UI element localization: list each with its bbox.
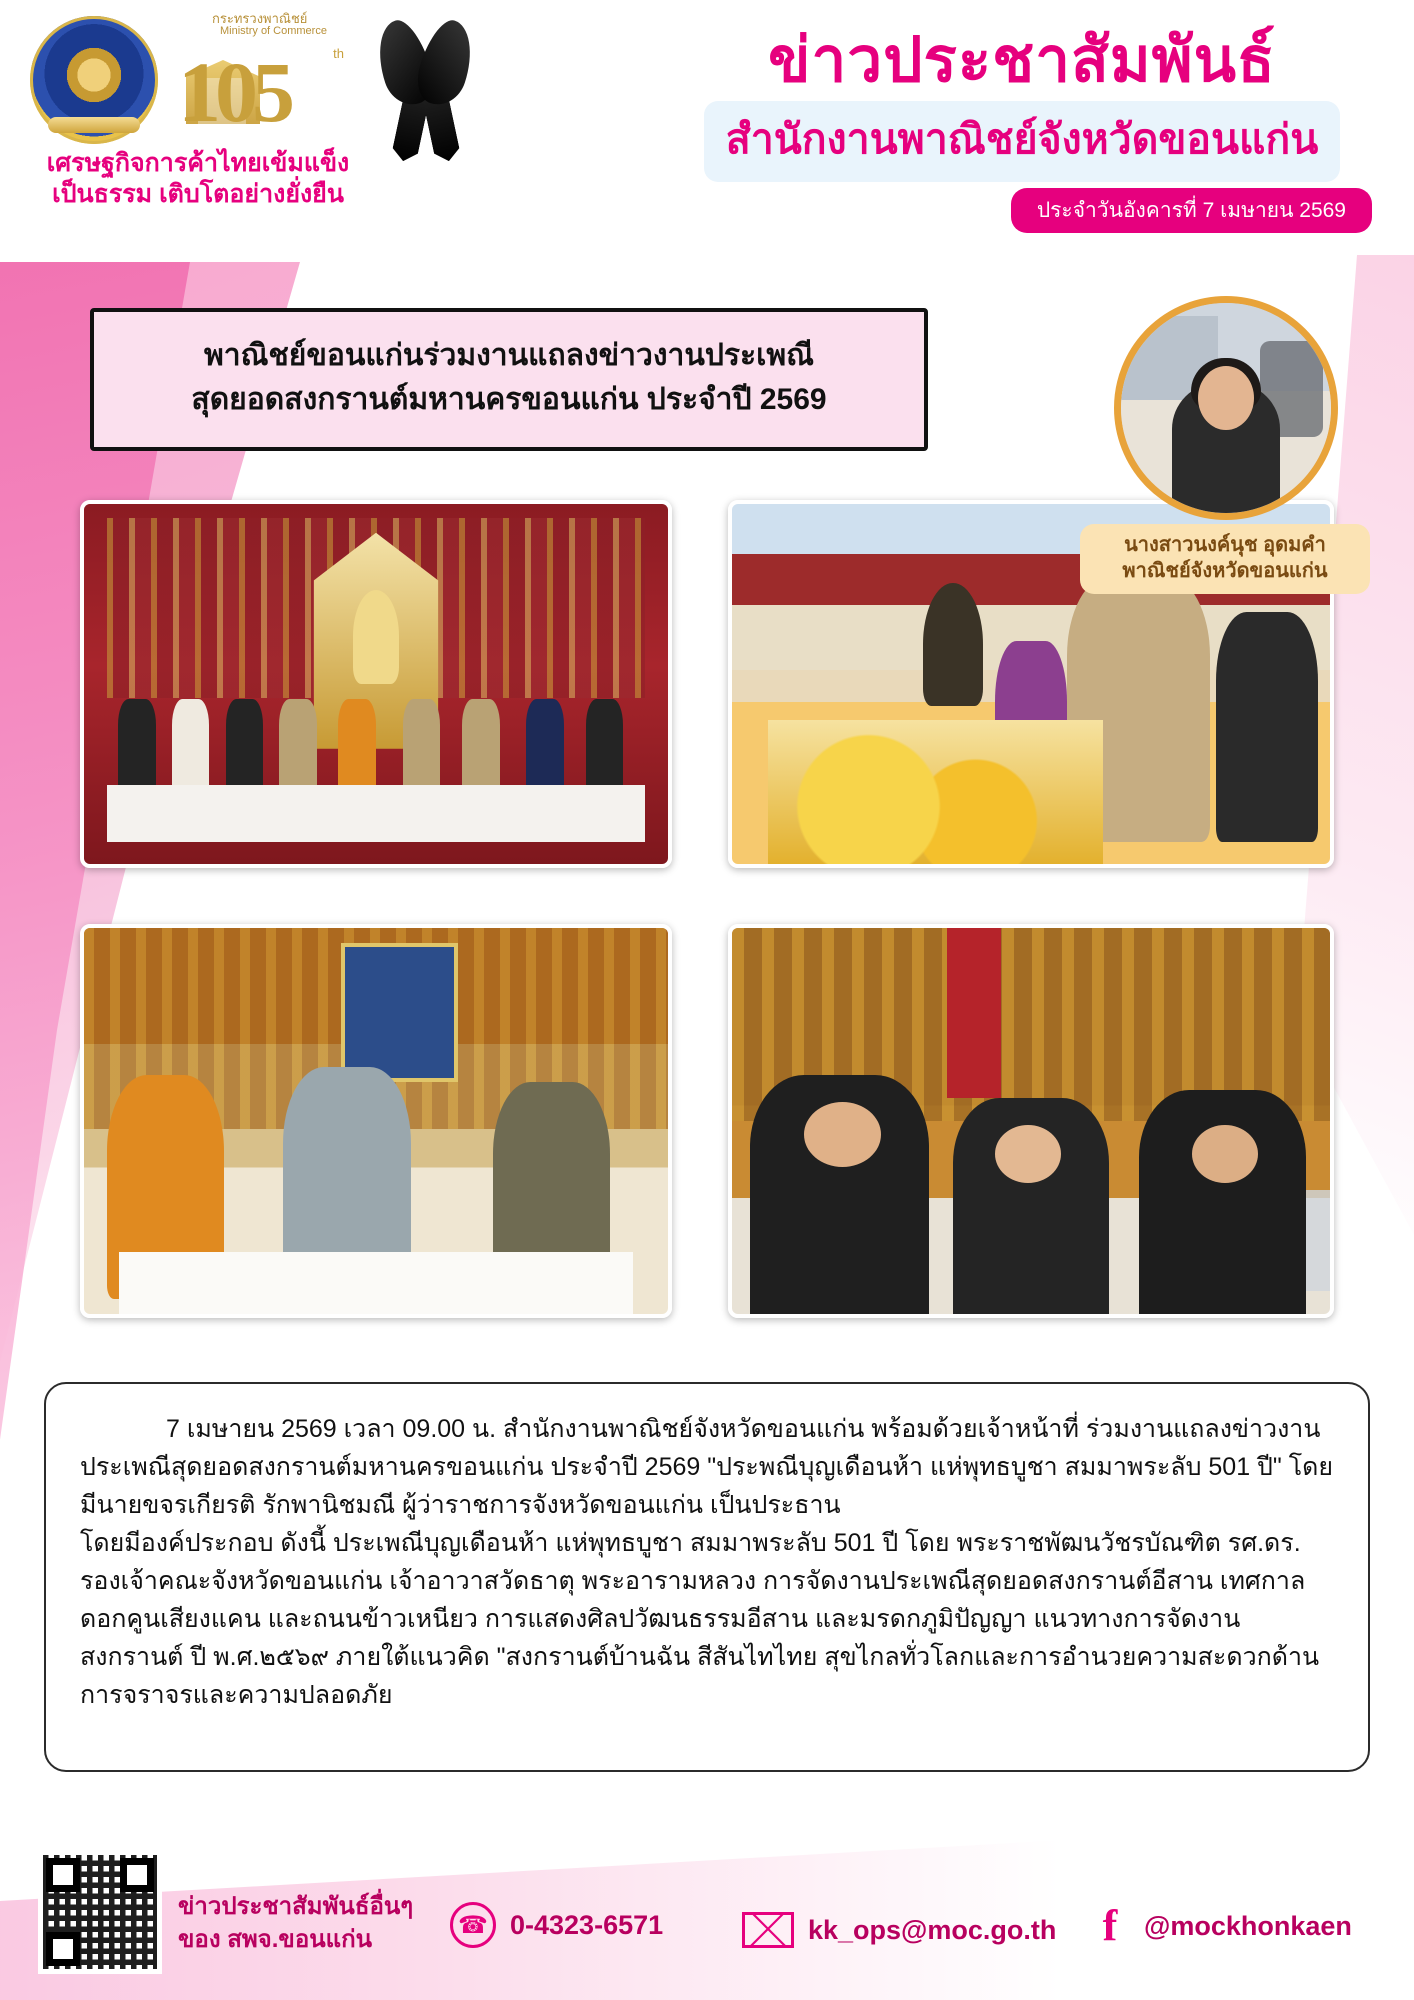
ministry-tagline: [28, 148, 368, 211]
phone-number: 0-4323-6571: [510, 1909, 664, 1940]
footer-label: [178, 1891, 413, 1956]
qr-code[interactable]: [38, 1850, 162, 1974]
email-address: kk_ops@moc.go.th: [808, 1914, 1057, 1945]
footer-label-line-1: ข่าวประชาสัมพันธ์อื่นๆ: [178, 1893, 414, 1921]
contact-email[interactable]: [742, 1912, 1056, 1948]
anniversary-number: 105: [178, 44, 289, 140]
poster-footer: [0, 1830, 1414, 2000]
black-ribbon-icon: [372, 16, 482, 166]
facebook-icon: f: [1102, 1901, 1118, 1951]
footer-label-line-2: ของ สพจ.ขอนแก่น: [178, 1925, 373, 1953]
headline-box: [90, 308, 928, 451]
contact-facebook[interactable]: [1090, 1901, 1352, 1951]
event-photo-1: [80, 500, 672, 868]
tagline-line-2: เป็นธรรม เติบโตอย่างยั่งยืน: [52, 180, 344, 209]
ministry-logo-thai-label: กระทรวงพาณิชย์: [212, 11, 308, 26]
ministry-logo-english-label: Ministry of Commerce: [220, 25, 327, 37]
thai-garuda-emblem-icon: [30, 16, 158, 144]
official-position: พาณิชย์จังหวัดขอนแก่น: [1122, 560, 1328, 582]
tagline-line-1: เศรษฐกิจการค้าไทยเข้มแข็ง: [46, 149, 350, 177]
article-paragraph-1: 7 เมษายน 2569 เวลา 09.00 น. สำนักงานพาณิชย์จังหวัดขอนแก่น พร้อมด้วยเจ้าหน้าที่ ร่วมงานแถลงข่าวงานประเพณีสุดยอดสงกรานต์มหานครขอนแก่น ประจำปี 2569 "ประพณีบุญเดือนห้า แห่พุทธบูชา สมมาพระลับ 501 ปี" โดยมีนายขจรเกียรติ รักพานิชมณี ผู้ว่าราชการจังหวัดขอนแก่น เป็นประธาน: [80, 1415, 1334, 1519]
portrait-caption: [1080, 524, 1370, 594]
subtitle-box: [704, 101, 1341, 182]
event-photo-4: [728, 924, 1334, 1318]
page-title: ข่าวประชาสัมพันธ์: [768, 26, 1276, 95]
facebook-handle: @mockhonkaen: [1144, 1910, 1352, 1941]
anniversary-suffix: th: [333, 46, 344, 61]
phone-icon: ☎: [450, 1902, 496, 1948]
page-subtitle: สำนักงานพาณิชย์จังหวัดขอนแก่น: [725, 116, 1319, 163]
poster-header: [0, 0, 1414, 262]
contact-phone[interactable]: [450, 1902, 663, 1948]
official-portrait-photo: [1114, 296, 1338, 520]
official-name: นางสาวนงค์นุช อุดมคำ: [1124, 534, 1326, 556]
article-paragraph-2: โดยมีองค์ประกอบ ดังนี้ ประเพณีบุญเดือนห้า แห่พุทธบูชา สมมาพระลับ 501 ปี โดย พระราชพัฒนวัชรบัณฑิต รศ.ดร. รองเจ้าคณะจังหวัดขอนแก่น เจ้าอาวาสวัดธาตุ พระอารามหลวง การจัดงานประเพณีสุดยอดสงกรานต์อีสาน เทศกาลดอกคูนเสียงแคน และถนนข้าวเหนียว การแสดงศิลปวัฒนธรรมอีสาน และมรดกภูมิปัญญา แนวทางการจัดงานสงกรานต์ ปี พ.ศ.๒๕๖๙ ภายใต้แนวคิด "สงกรานต์บ้านฉัน สีสันไทไทย สุขไกลทั่วโลกและการอำนวยความสะดวกด้านการจราจรและความปลอดภัย: [80, 1529, 1320, 1709]
date-badge: ประจำวันอังคารที่ 7 เมษายน 2569: [1011, 188, 1372, 233]
headline-line-1: พาณิชย์ขอนแก่นร่วมงานแถลงข่าวงานประเพณี: [203, 339, 815, 372]
article-body: [44, 1382, 1370, 1772]
event-photo-3: [80, 924, 672, 1318]
ministry-of-commerce-105-logo: [172, 8, 350, 148]
title-block: [672, 28, 1372, 182]
envelope-icon: [742, 1912, 794, 1948]
headline-line-2: สุดยอดสงกรานต์มหานครขอนแก่น ประจำปี 2569: [191, 382, 827, 416]
